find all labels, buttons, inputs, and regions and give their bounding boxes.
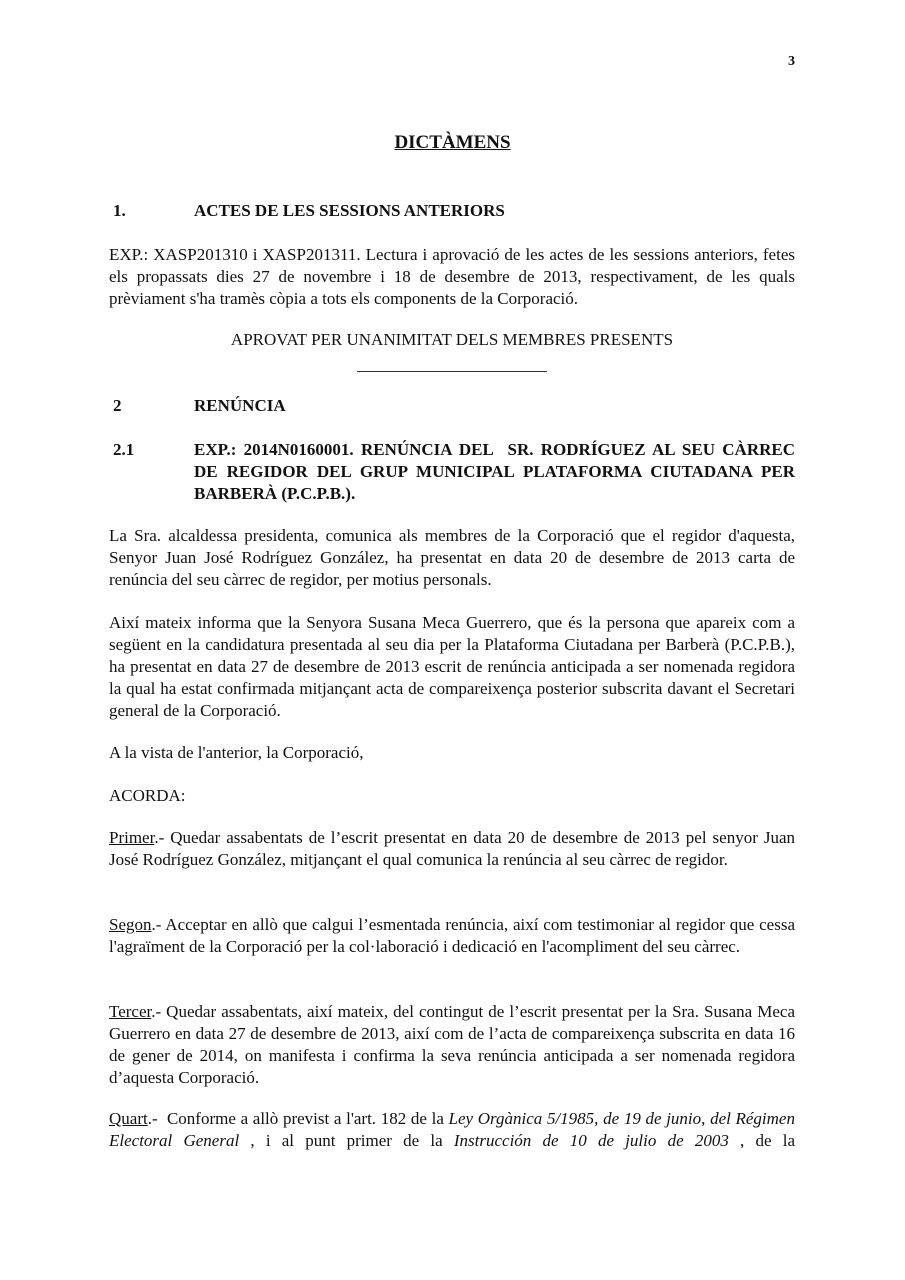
section-1-body: EXP.: XASP201310 i XASP201311. Lectura i aprovació de les actes de les sessions anteriors, fetes els propassats dies 27 de novembre i 18 de desembre de 2013, respectivament, de les quals prèviament s'ha tramès còpia a tots els components de la Corporació. (109, 245, 795, 308)
section-number: 2.1 (113, 440, 135, 459)
agreement-text: .- Acceptar en allò que calgui l’esmentada renúncia, així com testimoniar al regidor que cessa l'agraïment de la Corporació per la col·laboració i dedicació en l'acompliment del seu càrrec. (109, 915, 795, 956)
paragraph: Així mateix informa que la Senyora Susana Meca Guerrero, que és la persona que apareix com a següent en la candidatura presentada al seu dia per la Plataforma Ciutadana per Barberà (P.C.P.B.), ha presentat en data 27 de desembre de 2013 escrit de renúncia anticipada a ser nomenada regidora la qual ha estat confirmada mitjançant acta de compareixença posterior subscrita davant el Secretari general de la Corporació. (109, 613, 795, 720)
section-1-heading (113, 200, 795, 222)
approval-result: APROVAT PER UNANIMITAT DELS MEMBRES PRESENTS (230, 330, 674, 349)
divider (357, 371, 547, 372)
page-title: DICTÀMENS (394, 132, 511, 153)
section-title: RENÚNCIA (194, 396, 286, 415)
agreement-label: Segon (109, 915, 152, 934)
agreement-quart (109, 1108, 800, 1152)
agreement-label: Primer (109, 828, 155, 847)
agreement-label: Tercer (109, 1002, 152, 1021)
agreement-text: .- Conforme a allò previst a l'art. 182 de la (147, 1109, 449, 1128)
section-2-heading (113, 395, 795, 417)
agreement-primer (109, 827, 795, 871)
section-number: 1. (113, 201, 126, 220)
paragraph: La Sra. alcaldessa presidenta, comunica als membres de la Corporació que el regidor d'aquesta, Senyor Juan José Rodríguez González, ha presentat en data 20 de desembre de 2013 carta de renúncia del seu càrrec de regidor, per motius personals. (109, 526, 795, 589)
instruction-reference: Instrucción de 10 de julio de 2003 (453, 1131, 729, 1150)
paragraph: A la vista de l'anterior, la Corporació, (109, 743, 364, 762)
agreement-label: Quart (109, 1109, 148, 1128)
agreement-text: , de la (728, 1131, 795, 1150)
agreement-text: .- Quedar assabentats de l’escrit presentat en data 20 de desembre de 2013 pel senyor Juan José Rodríguez González, mitjançant el qual comunica la renúncia al seu càrrec de regidor. (109, 828, 795, 869)
section-number: 2 (113, 396, 122, 415)
page-number: 3 (788, 54, 795, 69)
agreement-tercer (109, 1001, 795, 1089)
agreement-segon (109, 914, 795, 958)
section-title: EXP.: 2014N0160001. RENÚNCIA DEL SR. RODRÍGUEZ AL SEU CÀRREC DE REGIDOR DEL GRUP MUNICIPAL PLATAFORMA CIUTADANA PER BARBERÀ (P.C.P.B.). (194, 440, 800, 503)
agreement-text: , i al punt primer de la (239, 1131, 454, 1150)
law-reference: Ley Orgànica 5/1985, de 19 de junio, del Régimen Electoral General (109, 1109, 800, 1150)
section-2-1-heading (113, 439, 800, 505)
section-title: ACTES DE LES SESSIONS ANTERIORS (194, 201, 505, 220)
acorda-label: ACORDA: (109, 786, 186, 805)
agreement-text: .- Quedar assabentats, així mateix, del contingut de l’escrit presentat per la Sra. Susana Meca Guerrero en data 27 de desembre de 2013, així com de l’acta de compareixença subscrita en data 16 de gener de 2014, on manifesta i confirma la seva renúncia anticipada a ser nomenada regidora d’aquesta Corporació. (109, 1002, 795, 1087)
